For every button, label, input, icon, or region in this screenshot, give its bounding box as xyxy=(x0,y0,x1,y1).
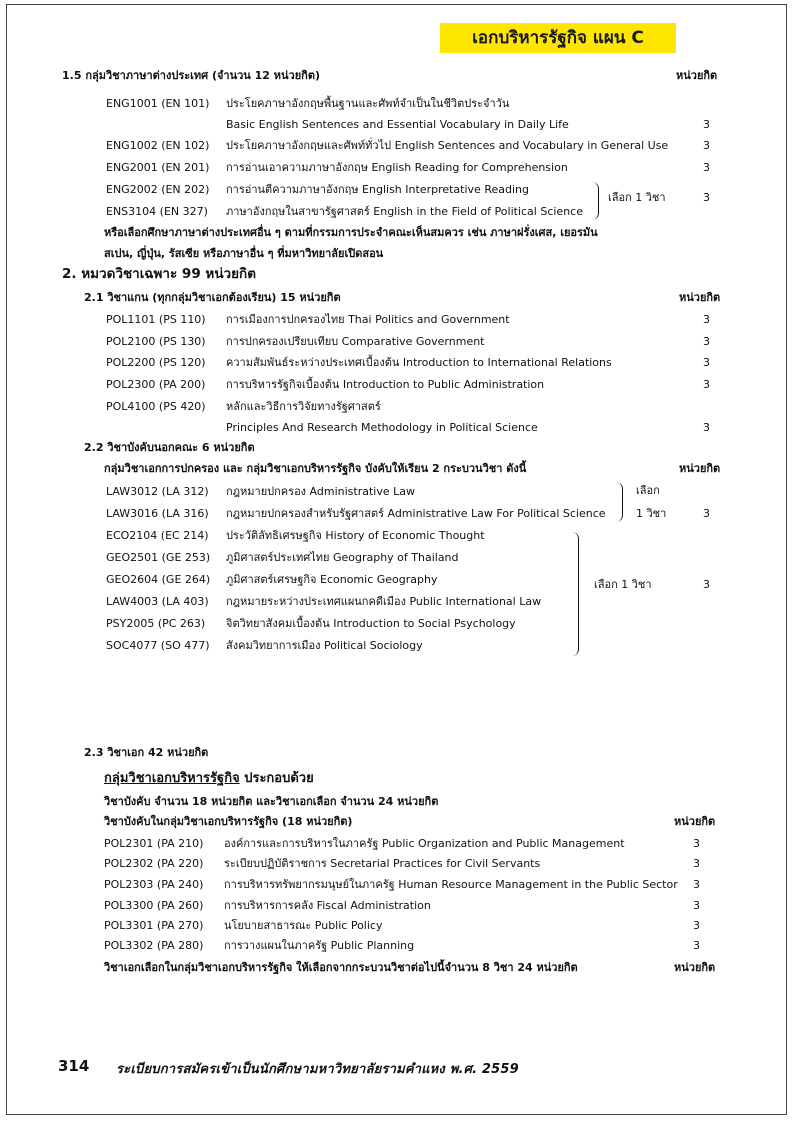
section-2-3-unit: หน่วยกิต xyxy=(674,815,716,828)
course-credit: 3 xyxy=(693,899,700,912)
choose-one-label: เลือก 1 วิชา xyxy=(608,191,666,204)
choose-label: 1 วิชา xyxy=(636,507,667,520)
course-credit: 3 xyxy=(703,161,710,174)
course-credit: 3 xyxy=(693,857,700,870)
course-credit: 3 xyxy=(693,939,700,952)
course-code: ENG1001 (EN 101) xyxy=(106,97,210,110)
page-number: 314 xyxy=(58,1057,90,1075)
choose-label: เลือก xyxy=(636,484,660,497)
course-name: ความสัมพันธ์ระหว่างประเทศเบื้องต้น Introduction to International Relations xyxy=(226,356,612,369)
course-name: การวางแผนในภาครัฐ Public Planning xyxy=(224,939,415,952)
program-badge: เอกบริหารรัฐกิจ แผน C xyxy=(440,23,676,53)
note-line: สเปน, ญี่ปุ่น, รัสเซีย หรือภาษาอื่น ๆ ที่มหาวิทยาลัยเปิดสอน xyxy=(104,247,384,260)
section-2-1-unit: หน่วยกิต xyxy=(679,291,721,304)
course-code: LAW4003 (LA 403) xyxy=(106,595,209,608)
course-name: นโยบายสาธารณะ Public Policy xyxy=(224,919,383,932)
requirement-line: วิชาบังคับในกลุ่มวิชาเอกบริหารรัฐกิจ (18 หน่วยกิต) xyxy=(104,815,353,828)
course-credit: 3 xyxy=(703,356,710,369)
course-name: การเมืองการปกครองไทย Thai Politics and Government xyxy=(226,313,510,326)
note-line: หรือเลือกศึกษาภาษาต่างประเทศอื่น ๆ ตามที่กรรมการประจำคณะเห็นสมควร เช่น ภาษาฝรั่งเศส, เยอรมัน xyxy=(104,226,598,239)
course-credit: 3 xyxy=(703,578,710,591)
elective-line: วิชาเอกเลือกในกลุ่มวิชาเอกบริหารรัฐกิจ ให้เลือกจากกระบวนวิชาต่อไปนี้จำนวน 8 วิชา 24 หน่วยกิต xyxy=(104,961,578,974)
section-2-2-title: 2.2 วิชาบังคับนอกคณะ 6 หน่วยกิต xyxy=(84,441,255,454)
choice-brace xyxy=(572,532,579,656)
course-code: POL1101 (PS 110) xyxy=(106,313,206,326)
course-code: GEO2604 (GE 264) xyxy=(106,573,211,586)
course-name: สังคมวิทยาการเมือง Political Sociology xyxy=(226,639,423,652)
choice-brace xyxy=(616,482,623,522)
course-code: ENS3104 (EN 327) xyxy=(106,205,208,218)
course-name: การอ่านตีความภาษาอังกฤษ English Interpretative Reading xyxy=(226,183,529,196)
course-name: ประวัติลัทธิเศรษฐกิจ History of Economic Thought xyxy=(226,529,485,542)
course-code: POL2303 (PA 240) xyxy=(104,878,204,891)
course-name: การอ่านเอาความภาษาอังกฤษ English Reading for Comprehension xyxy=(226,161,568,174)
course-code: ECO2104 (EC 214) xyxy=(106,529,209,542)
course-credit: 3 xyxy=(693,919,700,932)
course-name: หลักและวิธีการวิจัยทางรัฐศาสตร์ xyxy=(226,400,381,413)
course-name: ระเบียบปฏิบัติราชการ Secretarial Practices for Civil Servants xyxy=(224,857,541,870)
course-credit: 3 xyxy=(703,191,710,204)
course-credit: 3 xyxy=(703,421,710,434)
course-code: POL3300 (PA 260) xyxy=(104,899,204,912)
course-name: การปกครองเปรียบเทียบ Comparative Government xyxy=(226,335,485,348)
course-code: POL2301 (PA 210) xyxy=(104,837,204,850)
course-code: POL2200 (PS 120) xyxy=(106,356,206,369)
course-name: ภูมิศาสตร์เศรษฐกิจ Economic Geography xyxy=(226,573,438,586)
course-name: ประโยคภาษาอังกฤษและศัพท์ทั่วไป English Sentences and Vocabulary in General Use xyxy=(226,139,669,152)
course-code: ENG2001 (EN 201) xyxy=(106,161,210,174)
requirement-line: วิชาบังคับ จำนวน 18 หน่วยกิต และวิชาเอกเลือก จำนวน 24 หน่วยกิต xyxy=(104,795,439,808)
course-code: POL3302 (PA 280) xyxy=(104,939,204,952)
group-tail: ประกอบด้วย xyxy=(239,771,314,786)
section-1-5-title: 1.5 กลุ่มวิชาภาษาต่างประเทศ (จำนวน 12 หน่วยกิต) xyxy=(62,69,321,82)
group-heading xyxy=(104,771,314,787)
section-2-2-unit: หน่วยกิต xyxy=(679,462,721,475)
course-code: LAW3016 (LA 316) xyxy=(106,507,209,520)
section-2-1-title: 2.1 วิชาแกน (ทุกกลุ่มวิชาเอกต้องเรียน) 15 หน่วยกิต xyxy=(84,291,341,304)
course-code: ENG1002 (EN 102) xyxy=(106,139,210,152)
course-code: POL2300 (PA 200) xyxy=(106,378,206,391)
choice-brace xyxy=(592,182,599,220)
course-name: กฎหมายระหว่างประเทศแผนกคดีเมือง Public International Law xyxy=(226,595,542,608)
course-name: ภาษาอังกฤษในสาขารัฐศาสตร์ English in the Field of Political Science xyxy=(226,205,583,218)
course-name: องค์การและการบริหารในภาครัฐ Public Organization and Public Management xyxy=(224,837,625,850)
course-code: PSY2005 (PC 263) xyxy=(106,617,206,630)
course-code: POL2100 (PS 130) xyxy=(106,335,206,348)
course-name: Principles And Research Methodology in Political Science xyxy=(226,421,538,434)
section-2-2-subtitle: กลุ่มวิชาเอกการปกครอง และ กลุ่มวิชาเอกบริหารรัฐกิจ บังคับให้เรียน 2 กระบวนวิชา ดังนี้ xyxy=(104,462,527,475)
section-2-3-title: 2.3 วิชาเอก 42 หน่วยกิต xyxy=(84,746,209,759)
course-code: SOC4077 (SO 477) xyxy=(106,639,210,652)
course-credit: 3 xyxy=(703,118,710,131)
elective-unit: หน่วยกิต xyxy=(674,961,716,974)
course-credit: 3 xyxy=(703,507,710,520)
course-name: ภูมิศาสตร์ประเทศไทย Geography of Thailand xyxy=(226,551,459,564)
course-credit: 3 xyxy=(693,878,700,891)
footer-text: ระเบียบการสมัครเข้าเป็นนักศึกษามหาวิทยาลัยรามคำแหง พ.ศ. 2559 xyxy=(116,1062,519,1077)
course-name: จิตวิทยาสังคมเบื้องต้น Introduction to Social Psychology xyxy=(226,617,516,630)
course-credit: 3 xyxy=(703,335,710,348)
course-code: POL4100 (PS 420) xyxy=(106,400,206,413)
section-1-5-unit: หน่วยกิต xyxy=(676,69,718,82)
course-name: กฎหมายปกครอง Administrative Law xyxy=(226,485,415,498)
group-name: กลุ่มวิชาเอกบริหารรัฐกิจ xyxy=(104,771,240,786)
course-credit: 3 xyxy=(703,313,710,326)
choose-one-label: เลือก 1 วิชา xyxy=(594,578,652,591)
course-name: การบริหารการคลัง Fiscal Administration xyxy=(224,899,431,912)
course-name: Basic English Sentences and Essential Vocabulary in Daily Life xyxy=(226,118,569,131)
course-credit: 3 xyxy=(703,139,710,152)
course-name: กฎหมายปกครองสำหรับรัฐศาสตร์ Administrative Law For Political Science xyxy=(226,507,606,520)
course-credit: 3 xyxy=(693,837,700,850)
course-name: ประโยคภาษาอังกฤษพื้นฐานและศัพท์จำเป็นในชีวิตประจำวัน xyxy=(226,97,510,110)
course-code: ENG2002 (EN 202) xyxy=(106,183,210,196)
section-2-title: 2. หมวดวิชาเฉพาะ 99 หน่วยกิต xyxy=(62,266,256,282)
course-code: GEO2501 (GE 253) xyxy=(106,551,211,564)
course-code: LAW3012 (LA 312) xyxy=(106,485,209,498)
course-credit: 3 xyxy=(703,378,710,391)
course-name: การบริหารทรัพยากรมนุษย์ในภาครัฐ Human Resource Management in the Public Sector xyxy=(224,878,678,891)
course-code: POL2302 (PA 220) xyxy=(104,857,204,870)
course-name: การบริหารรัฐกิจเบื้องต้น Introduction to Public Administration xyxy=(226,378,545,391)
course-code: POL3301 (PA 270) xyxy=(104,919,204,932)
